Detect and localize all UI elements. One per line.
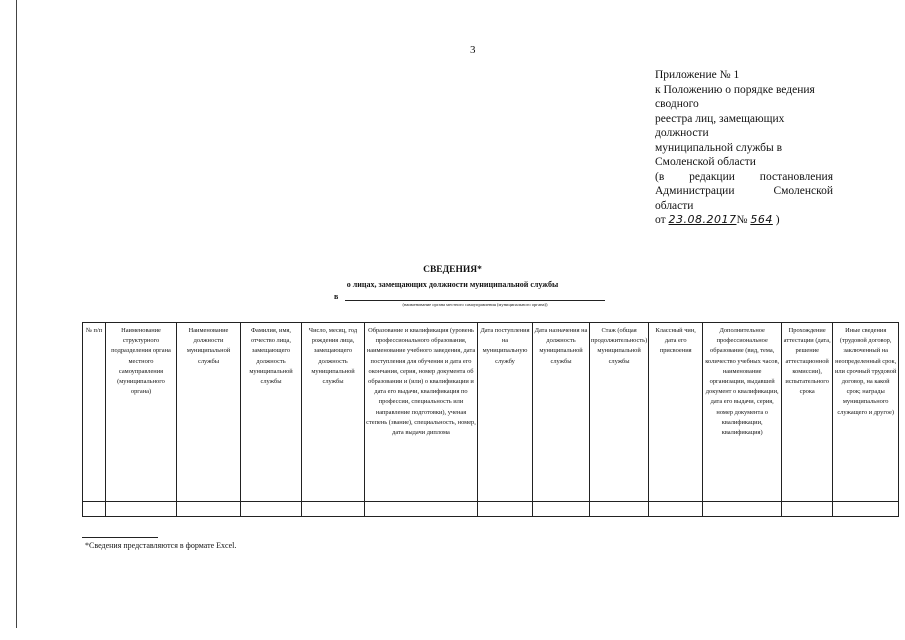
footnote-separator [82, 537, 158, 538]
table-cell [83, 502, 106, 517]
table-header-cell: Иные сведения (трудовой договор, заключенный на неопределенный срок, или срочный трудовой договор, на какой срок; награды муниципального служащего и другое) [833, 323, 899, 502]
table-cell [177, 502, 241, 517]
appendix-line: Смоленской области [655, 156, 756, 168]
table-header-cell: Дата назначения на должность муниципальной службы [533, 323, 590, 502]
table-header-cell: Дополнительное профессиональное образование (вид, тема, количество учебных часов, наименование организации, выдавшей документ о квалификации, дата его выдачи, серия, номер документа о квалификации, квалификация) [703, 323, 782, 502]
appendix-title: Приложение № 1 [655, 69, 740, 81]
appendix-line: сводного [655, 98, 699, 110]
table-cell [365, 502, 478, 517]
org-fill-line [345, 300, 605, 301]
registry-table [82, 322, 899, 517]
table-cell [241, 502, 302, 517]
scan-margin-line [16, 0, 17, 628]
document-subtitle: о лицах, замещающих должности муниципальной службы [346, 280, 559, 289]
appendix-justified-line: (в редакции постановления [655, 170, 833, 183]
table-cell [106, 502, 177, 517]
table-header-cell: Число, месяц, год рождения лица, замещающего должность муниципальной службы [302, 323, 365, 502]
table-cell [590, 502, 649, 517]
appendix-block [655, 68, 833, 228]
table-header-cell: Классный чин, дата его присвоения [649, 323, 703, 502]
footnote: *Сведения представляются в формате Excel. [85, 541, 237, 550]
appendix-justified-line: Администрации Смоленской [655, 185, 833, 197]
table-header-cell: Наименование должности муниципальной службы [177, 323, 241, 502]
page-number: 3 [470, 44, 476, 56]
table-empty-row [83, 502, 899, 517]
table-cell [649, 502, 703, 517]
appendix-line: реестра лиц, замещающих [655, 112, 785, 125]
table-cell [533, 502, 590, 517]
org-prefix: в [334, 292, 339, 301]
appendix-line: к Положению о порядке ведения [655, 83, 815, 96]
handwritten-number: 564 [750, 213, 773, 226]
table-cell [782, 502, 833, 517]
table-header-cell: Стаж (общая продолжительность) муниципальной службы [590, 323, 649, 502]
table-cell [703, 502, 782, 517]
appendix-line: муниципальной службы в [655, 141, 783, 154]
appendix-date-line: от 23.08.2017№ 564 ) [655, 213, 780, 226]
table-header-cell: Дата поступления на муниципальную службу [478, 323, 533, 502]
table-header-cell: Образование и квалификация (уровень профессионального образования, наименование учебного заведения, дата поступления для обучения и дата его окончания, серия, номер документа об образовании и (или) о квалификации и дата его выдачи, квалификация по профессии, специальность или направление подготовки), ученая степень (звание), специальность, номер, дата выдачи диплома [365, 323, 478, 502]
document-title: СВЕДЕНИЯ* [423, 265, 482, 275]
table-header-cell: Фамилия, имя, отчество лица, замещающего должность муниципальной службы [241, 323, 302, 502]
table-header-row [83, 323, 899, 502]
org-caption: (наименование органа местного самоуправления (муниципального органа)) [402, 302, 548, 307]
appendix-line: должности [655, 127, 709, 139]
table-cell [833, 502, 899, 517]
table-header-cell: Наименование структурного подразделения органа местного самоуправления (муниципального органа) [106, 323, 177, 502]
table-cell [478, 502, 533, 517]
handwritten-date: 23.08.2017 [668, 213, 737, 226]
appendix-line: области [655, 199, 694, 212]
table-header-cell: Прохождение аттестации (дата, решение аттестационной комиссии), испытательного срока [782, 323, 833, 502]
table-header-cell: № п/п [83, 323, 106, 502]
table-cell [302, 502, 365, 517]
